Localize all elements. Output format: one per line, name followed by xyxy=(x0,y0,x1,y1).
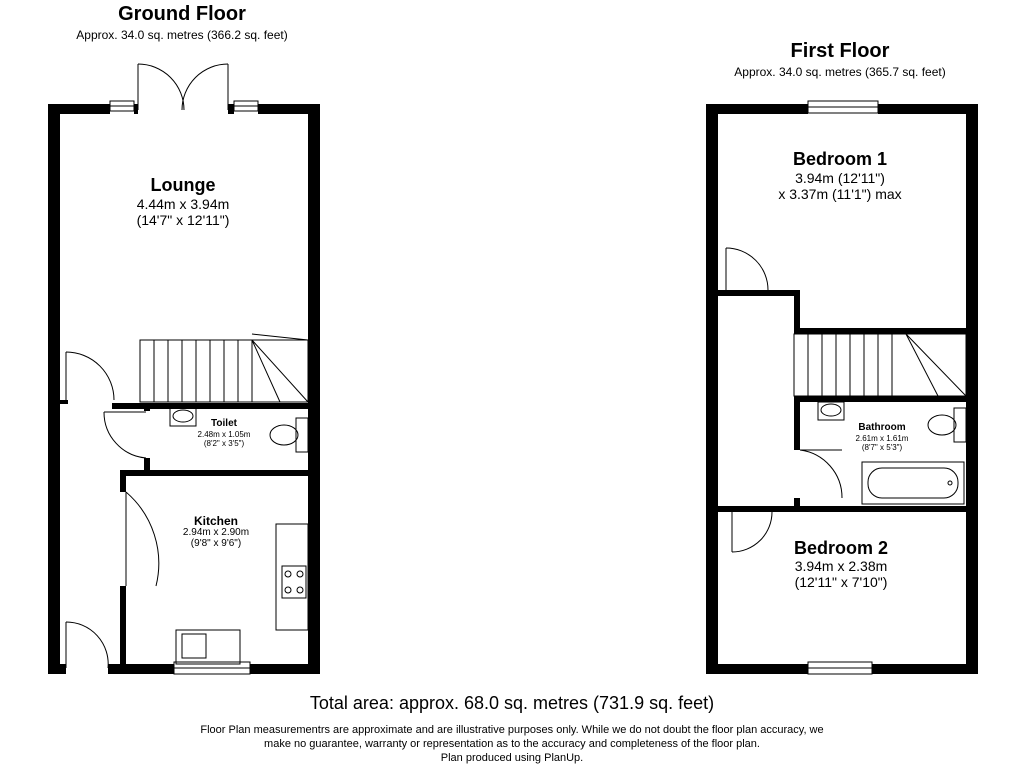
toilet-name: Toilet xyxy=(211,418,237,429)
gf-kitchen-wall-top xyxy=(120,470,308,476)
ff-wall-top-left xyxy=(706,104,808,114)
ff-bath-wall-left2 xyxy=(794,498,800,506)
ff-bath-basin xyxy=(818,402,844,420)
gf-kitchen-sink xyxy=(176,630,240,664)
disclaimer-line-3: Plan produced using PlanUp. xyxy=(440,752,584,764)
ff-bath-wall-top xyxy=(794,396,966,402)
gf-wall-top-left xyxy=(48,104,110,114)
kitchen-dim-metric: 2.94m x 2.90m xyxy=(182,527,250,538)
gf-wall-left xyxy=(48,104,60,674)
ff-bed2-wall-top xyxy=(718,506,966,512)
disclaimer-line-1: Floor Plan measurementrs are approximate and are illustrative purposes only. While we do not doubt the floor plan accuracy, we xyxy=(200,724,824,736)
ff-wall-left xyxy=(706,104,718,674)
gf-toilet-wall-left xyxy=(144,403,150,411)
bedroom1-name: Bedroom 1 xyxy=(792,149,888,169)
bathroom-dim-imperial: (8'7" x 5'3") xyxy=(861,443,903,452)
gf-wall-top-right xyxy=(258,104,320,114)
gf-hall-wall xyxy=(60,400,68,404)
gf-kitchen-door xyxy=(126,492,159,586)
ff-wall-top-right xyxy=(878,104,978,114)
gf-french-doors xyxy=(138,64,228,110)
gf-kitchen-worktop xyxy=(276,524,308,630)
bedroom1-dim-depth: x 3.37m (11'1") max xyxy=(778,186,902,202)
gf-toilet-wall-left2 xyxy=(144,458,150,470)
bedroom2-dim-metric: 3.94m x 2.38m xyxy=(794,558,888,574)
lounge-name: Lounge xyxy=(150,175,216,195)
ff-wall-bottom-left xyxy=(706,664,808,674)
bathroom-name: Bathroom xyxy=(858,422,906,433)
first-floor-area: Approx. 34.0 sq. metres (365.7 sq. feet) xyxy=(734,65,946,79)
ground-floor-title: Ground Floor xyxy=(118,3,246,25)
gf-wall-bottom-right xyxy=(250,664,320,674)
toilet-dim-imperial: (8'2" x 3'5") xyxy=(203,439,245,448)
ff-landing-wall-h xyxy=(718,290,800,296)
first-floor-title: First Floor xyxy=(790,40,890,62)
ff-bath-wc xyxy=(928,408,966,442)
gf-wall-right xyxy=(308,104,320,674)
kitchen-name: Kitchen xyxy=(193,514,238,528)
gf-kitchen-wall-left xyxy=(120,470,126,492)
gf-front-door xyxy=(66,622,108,668)
gf-stairs xyxy=(140,334,308,402)
bedroom2-name: Bedroom 2 xyxy=(793,538,889,558)
bathroom-dim-metric: 2.61m x 1.61m xyxy=(855,434,909,443)
gf-wall-bottom-mid xyxy=(108,664,174,674)
ff-bed2-wall-top-l xyxy=(718,506,732,512)
bedroom2-dim-imperial: (12'11" x 7'10") xyxy=(794,574,888,590)
ff-wall-bottom-right xyxy=(872,664,978,674)
lounge-dim-metric: 4.44m x 3.94m xyxy=(136,196,230,212)
ff-landing-wall-v xyxy=(794,290,800,334)
gf-toilet-wall-top xyxy=(112,403,308,409)
gf-hall-door xyxy=(66,352,114,400)
disclaimer-line-2: make no guarantee, warranty or representation as to the accuracy and completeness of the floor plan. xyxy=(264,738,760,750)
ground-floor-area: Approx. 34.0 sq. metres (366.2 sq. feet) xyxy=(76,28,288,42)
ff-bathtub xyxy=(862,462,964,504)
ff-bed1-wall-bottom xyxy=(794,328,966,334)
gf-toilet-door xyxy=(104,412,146,458)
kitchen-dim-imperial: (9'8" x 9'6") xyxy=(190,538,242,549)
ff-bath-wall-left xyxy=(794,396,800,450)
gf-wall-top-mid2 xyxy=(228,104,234,114)
lounge-dim-imperial: (14'7" x 12'11") xyxy=(136,212,230,228)
gf-toilet-wc xyxy=(270,418,308,452)
ff-bed1-door xyxy=(726,248,768,290)
toilet-dim-metric: 2.48m x 1.05m xyxy=(197,430,251,439)
ff-wall-right xyxy=(966,104,978,674)
gf-wall-bottom-left xyxy=(48,664,66,674)
total-area: Total area: approx. 68.0 sq. metres (731.9 sq. feet) xyxy=(309,693,715,713)
bedroom1-dim-width: 3.94m (12'11") xyxy=(795,170,885,186)
gf-wall-top-mid xyxy=(134,104,138,114)
ff-bath-door xyxy=(800,450,842,498)
gf-kitchen-wall-left2 xyxy=(120,586,126,664)
ff-stairs xyxy=(794,334,966,396)
